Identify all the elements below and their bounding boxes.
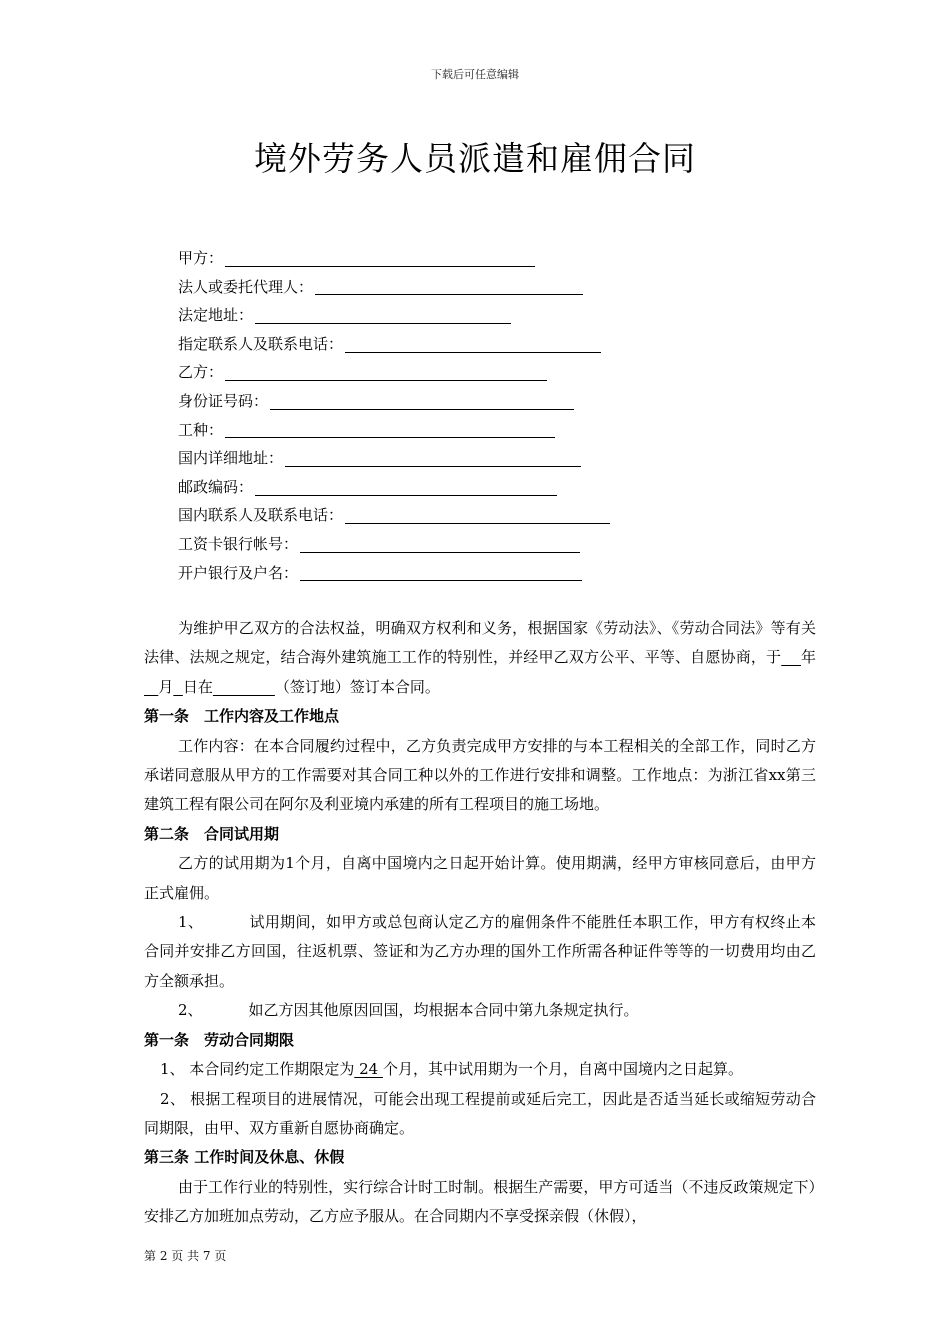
preamble-text: 为维护甲乙双方的合法权益，明确双方权利和义务，根据国家《劳动法》、《劳动合同法》等有关法律、法规之规定，结合海外建筑施工工作的特别性，并经甲乙双方公平、平等、自愿协商，于 [144,619,816,667]
fill-in-line[interactable] [270,393,574,410]
field-row [178,473,610,502]
item-text: 如乙方因其他原因回国，均根据本合同中第九条规定执行。 [248,1001,639,1020]
field-label: 国内联系人及联系电话： [178,506,344,525]
fill-in-line[interactable] [225,421,555,438]
article-3-item-1 [144,1055,816,1084]
field-label: 指定联系人及联系电话： [178,334,344,353]
article-4-text: 由于工作行业的特别性，实行综合计时工时制。根据生产需要，甲方可适当（不违反政策规定下）安排乙方加班加点劳动，乙方应予服从。在合同期内不享受探亲假（休假）， [144,1177,816,1226]
article-2-item-1 [144,908,816,996]
field-label: 身份证号码： [178,391,269,410]
fill-in-line[interactable] [225,364,547,381]
article-4-heading: 第三条 工作时间及休息、休假 [144,1148,345,1167]
preamble-paragraph [144,614,816,702]
document-title: 境外劳务人员派遣和雇佣合同 [254,139,696,178]
field-label: 国内详细地址： [178,449,284,468]
article-1-heading: 第一条 工作内容及工作地点 [144,707,340,726]
article-1-text: 工作内容：在本合同履约过程中，乙方负责完成甲方安排的与本工程相关的全部工作，同时乙方承诺同意服从甲方的工作需要对其合同工种以外的工作进行安排和调整。工作地点：为浙江省xx第三建筑工程有限公司在阿尔及利亚境内承建的所有工程项目的施工场地。 [144,736,816,814]
field-row [178,301,610,330]
field-row [178,559,610,588]
field-row [178,501,610,530]
article-3-heading: 第一条 劳动合同期限 [144,1030,295,1049]
fill-in-line[interactable] [345,507,610,524]
fill-in-line[interactable] [300,536,580,553]
contract-term-months[interactable]: 24 [354,1060,383,1079]
field-row [178,358,610,387]
item-number: 1、 [178,913,204,932]
field-row [178,273,610,302]
blank-place[interactable] [213,678,275,696]
field-label: 法定地址： [178,306,254,325]
field-row [178,387,610,416]
blank-year[interactable] [781,648,801,666]
field-label: 工资卡银行帐号： [178,534,299,553]
day-label: 日在 [182,677,213,696]
fill-in-line[interactable] [300,564,582,581]
field-label: 邮政编码： [178,477,254,496]
item-text: 1、 本合同约定工作期限定为 [160,1060,355,1079]
field-row [178,530,610,559]
item-text: 试用期间，如甲方或总包商认定乙方的雇佣条件不能胜任本职工作，甲方有权终止本合同并安排乙方回国，往返机票、签证和为乙方办理的国外工作所需各种证件等等的一切费用均由乙方全额承担。 [144,913,816,990]
article-2-item-2 [144,996,816,1025]
item-text: 2、 根据工程项目的进展情况，可能会出现工程提前或延后完工，因此是否适当延长或缩短劳动合同期限，由甲、双方重新自愿协商确定。 [144,1089,816,1137]
fill-in-line[interactable] [255,479,557,496]
blank-month[interactable] [144,678,158,696]
year-label: 年 [800,648,816,667]
party-info-fields [178,244,610,587]
field-row [178,444,610,473]
preamble-text-end: （签订地）签订本合同。 [274,677,440,696]
month-label: 月 [158,677,174,696]
fill-in-line[interactable] [225,250,535,267]
item-number: 2、 [178,1001,203,1020]
field-row [178,244,610,273]
field-label: 甲方： [178,249,224,267]
page-footer: 第 2 页 共 7 页 [144,1249,227,1263]
fill-in-line[interactable] [315,278,583,295]
fill-in-line[interactable] [345,336,601,353]
field-row [178,330,610,359]
field-row [178,416,610,445]
field-label: 法人或委托代理人： [178,277,314,296]
field-label: 工种： [178,420,224,439]
page-header: 下载后可任意编辑 [431,68,519,81]
field-label: 开户银行及户名： [178,563,299,582]
article-2-text: 乙方的试用期为1个月，自离中国境内之日起开始计算。使用期满，经甲方审核同意后，由甲方正式雇佣。 [144,854,816,902]
item-text: 个月，其中试用期为一个月，自离中国境内之日起算。 [382,1060,743,1079]
article-2-heading: 第二条 合同试用期 [144,824,280,843]
contract-body [144,614,816,1232]
fill-in-line[interactable] [285,450,581,467]
fill-in-line[interactable] [255,307,511,324]
article-3-item-2 [144,1085,816,1144]
blank-day[interactable] [173,678,183,696]
field-label: 乙方： [178,363,224,382]
